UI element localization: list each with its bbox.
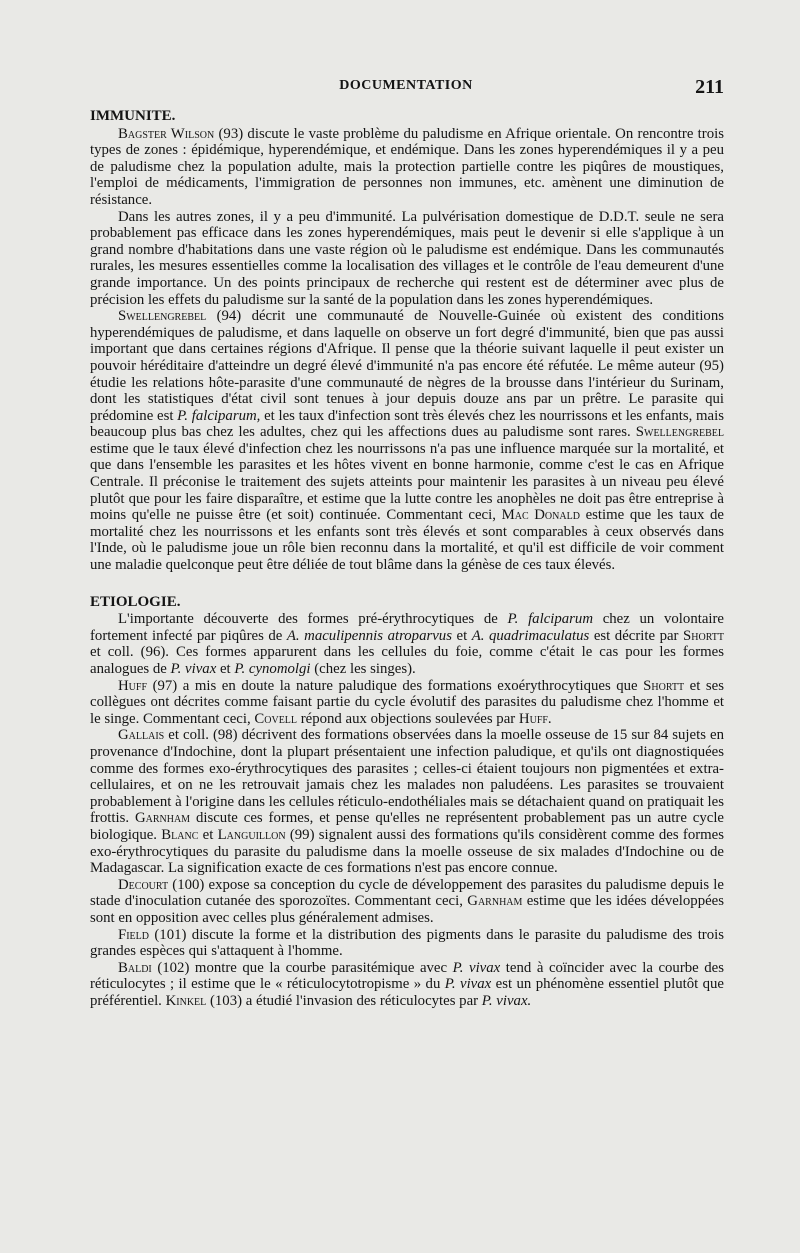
text-run: Dans les autres zones, il y a peu d'immunité. La pulvérisation domestique de D.D.T. seule ne sera probablement pas efficace dans les zones hyperendémiques, mais peut le devenir si elle s'applique à un grand nombre d'habitations dans une vaste région où le paludisme est endémique. Dans les communautés rurales, les mesures essentielles comme la localisation des villages et le contrôle de l'eau demeurent d'une grande importance. Un des points principaux de recherche qui restent est de déterminer avec plus de précision les effets du paludisme sur la santé de la population dans les zones hyperendémiques. — [90, 208, 724, 308]
species-name: P. vivax. — [481, 992, 532, 1009]
species-name: P. vivax — [170, 661, 217, 677]
author-name: Covell — [254, 710, 298, 727]
text-run: et — [216, 661, 235, 677]
species-name: P. falciparum — [507, 611, 594, 628]
text-run: est un phénomène essentiel plutôt que préférentiel. — [90, 976, 724, 1009]
section-etiologie — [90, 594, 724, 1010]
author-name: Shortt — [643, 677, 685, 694]
author-name: Bagster Wilson — [118, 125, 215, 142]
text-run: et — [451, 627, 472, 644]
text-run: répond aux objections soulevées par — [297, 710, 519, 727]
author-name: Field — [118, 926, 149, 943]
text-run: (102) montre que la courbe parasitémique avec — [151, 959, 453, 976]
text-run: (chez les singes). — [310, 661, 416, 677]
text-run: et coll. (98) décrivent des formations observées dans la moelle osseuse de 15 sur 84 sujets en provenance d'Indochine, dont la plupart présentaient une infection paludique, et qu'ils ont diagnostiquées comme des formes exo-érythrocytiques des parasites ; celles-ci étaient toujours non pigmentées et extra-cellulaires, et on ne les retrouvait jamais chez les malades non paludéens. Les parasites se trouvaient probablement à l'origine dans les cellules réticulo-endothéliales mais se détachaient quand on pratiquait les frottis. — [90, 727, 724, 827]
author-name: Swellengrebel — [635, 424, 724, 441]
paragraph — [90, 877, 724, 927]
paragraph — [90, 611, 724, 677]
text-run: tend à coïncider avec la courbe des réticulocytes ; il estime que le « réticulocytotropisme » du — [90, 959, 724, 993]
author-name: Baldi — [118, 959, 152, 976]
paragraph — [90, 927, 724, 960]
paragraph — [90, 209, 724, 309]
author-name: Garnham — [467, 893, 523, 910]
text-run: (103) a étudié l'invasion des réticulocytes par — [206, 992, 482, 1009]
paragraph — [90, 960, 724, 1010]
text-run: L'importante découverte des formes pré-érythrocytiques de — [118, 611, 508, 628]
section-heading: ETIOLOGIE. — [90, 593, 181, 610]
text-run: et les taux d'infection sont très élevés chez les nourrissons et les enfants, mais beaucoup plus bas chez les adultes, chez qui les affections dues au paludisme sont rares. — [90, 407, 724, 441]
author-name: Swellengrebel — [118, 308, 207, 325]
author-name: Huff. — [518, 710, 552, 727]
section-immunite — [90, 108, 724, 574]
author-name: Languillon — [217, 826, 286, 843]
page-number: 211 — [695, 76, 724, 98]
paragraph — [90, 308, 724, 574]
paragraph — [90, 678, 724, 728]
page-header — [88, 76, 724, 102]
species-name: P. vivax — [452, 959, 501, 976]
text-run: et ses collègues ont décrites comme faisant partie du cycle évolutif des parasites du paludisme chez l'homme et le singe. Commentant ceci, — [90, 677, 724, 727]
text-run: (93) discute le vaste problème du paludisme en Afrique orientale. On rencontre trois types de zones : épidémique, hyperendémique, et endémique. Dans les zones hyperendémiques il y a peu de paludisme chez la population adulte, mais la protection partielle contre les piqûres de moustiques, l'emploi de médicaments, l'immigration de personnes non immunes, etc. amènent une diminution de résistance. — [90, 125, 724, 208]
running-title: DOCUMENTATION — [339, 78, 473, 93]
author-name: Garnham — [134, 810, 191, 827]
species-name: A. quadrimaculatus — [471, 627, 590, 644]
species-name: P. vivax — [444, 976, 492, 993]
paragraph — [90, 126, 724, 209]
author-name: Kinkel — [165, 992, 207, 1009]
author-name: Gallais — [118, 727, 165, 744]
text-run: (99) signalent aussi des formations qu'ils considèrent comme des formes exo-érythrocytiques du parasite du paludisme dans la moelle osseuse de six malades d'Indochine ou de Madagascar. La signification exacte de ces formations n'est pas encore connue. — [90, 826, 724, 877]
text-run: discute ces formes, et pense qu'elles ne représentent probablement pas un autre cycle biologique. — [90, 810, 725, 843]
section-heading: IMMUNITE. — [90, 108, 176, 124]
author-name: Decourt — [118, 876, 169, 893]
author-name: Huff — [118, 677, 148, 694]
species-name: P. falciparum, — [177, 407, 261, 424]
author-name: Shortt — [683, 627, 724, 644]
text-run: est décrite par — [589, 627, 684, 644]
text-run: (101) discute la forme et la distribution des pigments dans le parasite du paludisme des trois grandes espèces qui s'attaquent à l'homme. — [90, 926, 724, 960]
text-run: chez un volontaire fortement infecté par piqûres de — [90, 611, 724, 644]
text-run: estime que les taux de mortalité chez les nourrissons et les enfants sont très élevés et sont comparables à ceux observés dans l'Inde, où le paludisme joue un rôle bien reconnu dans la mortalité, et qu'il est difficile de voir comment une maladie quelconque peut être déliée de tout blâme dans la génèse de ces taux élevés. — [90, 507, 724, 574]
text-run: (100) expose sa conception du cycle de développement des parasites du paludisme depuis le stade d'inoculation cutanée des sporozoïtes. Commentant ceci, — [90, 876, 724, 910]
text-run: estime que le taux élevé d'infection chez les nourrissons n'a pas une influence marquée sur la mortalité, et que dans l'ensemble les parasites et les hôtes vivent en bonne harmonie, comme c'est le cas en Afrique Centrale. Il préconise le traitement des sujets atteints pour maintenir les parasites à un niveau peu élevé plutôt que pour les faire disparaître, et estime que la lutte contre les anophèles ne doit pas être entreprise à moins qu'elle ne puisse être (et soit) continuée. Commentant ceci, — [90, 440, 724, 524]
author-name: Mac Donald — [501, 507, 580, 524]
text-run: estime que les idées développées sont en opposition avec celles plus généralement admises. — [90, 893, 724, 926]
text-run: (97) a mis en doute la nature paludique des formations exoérythrocytiques que — [147, 677, 644, 694]
species-name: P. cynomolgi — [234, 661, 311, 677]
page-body — [90, 108, 724, 1009]
paragraph — [90, 727, 724, 876]
text-run: (94) décrit une communauté de Nouvelle-Guinée où existent des conditions hyperendémiques de paludisme, et dans laquelle on observe un fort degré d'immunité, bien que pas aussi important que dans certaines régions d'Afrique. Il pense que la théorie suivant laquelle il peut exister un pouvoir héréditaire d'atteindre un degré élevé d'immunité n'a pas encore été réfutée. Le même auteur (95) étudie les relations hôte-parasite d'une communauté de nègres de la brousse dans l'intérieur du Surinam, dont les statistiques d'état civil sont tenues à jour depuis douze ans par un prêtre. Le parasite qui prédomine est — [90, 308, 724, 424]
text-run: et — [198, 826, 218, 843]
author-name: Blanc — [161, 826, 199, 843]
species-name: A. maculipennis atroparvus — [286, 627, 452, 644]
text-run: et coll. (96). Ces formes apparurent dans les cellules du foie, comme c'était le cas pour les formes analogues de — [90, 644, 724, 677]
